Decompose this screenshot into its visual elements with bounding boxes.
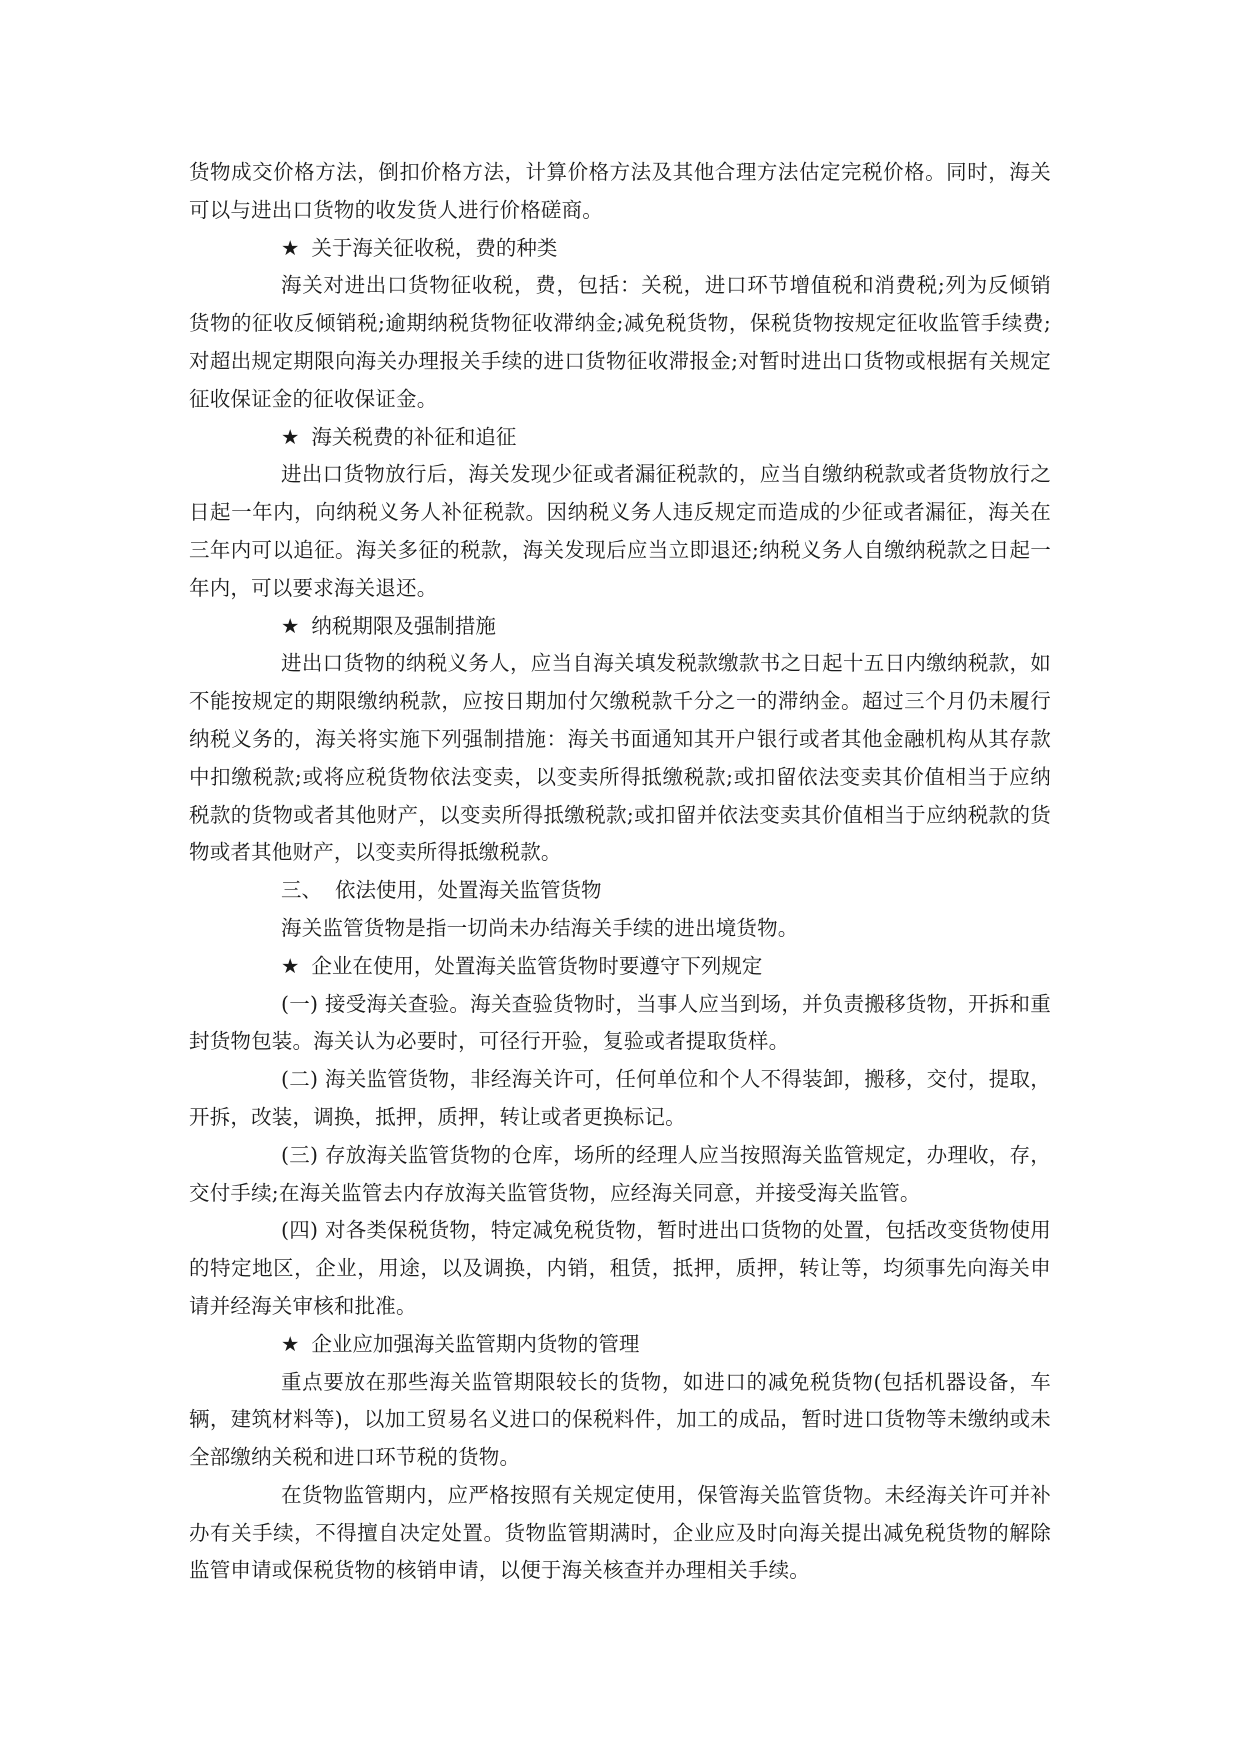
- paragraph: 海关对进出口货物征收税，费，包括：关税，进口环节增值税和消费税;列为反倾销货物的征收反倾销税;逾期纳税货物征收滞纳金;减免税货物，保税货物按规定征收监管手续费;对超出规定期限向海关办理报关手续的进口货物征收滞报金;对暂时进出口货物或根据有关规定征收保证金的征收保证金。: [189, 273, 1051, 411]
- paragraph: 重点要放在那些海关监管期限较长的货物，如进口的减免税货物(包括机器设备，车辆，建筑材料等)，以加工贸易名义进口的保税料件，加工的成品，暂时进口货物等未缴纳或未全部缴纳关税和进口环节税的货物。: [189, 1369, 1051, 1470]
- star-icon: ★: [281, 424, 300, 449]
- section-heading: ★ 企业在使用，处置海关监管货物时要遵守下列规定: [189, 948, 1051, 986]
- paragraph: (四) 对各类保税货物，特定减免税货物，暂时进出口货物的处置，包括改变货物使用的特定地区，企业，用途，以及调换，内销，租赁，抵押，质押，转让等，均须事先向海关申请并经海关审核和批准。: [189, 1218, 1051, 1318]
- star-icon: ★: [281, 235, 300, 260]
- document-body: [189, 154, 1051, 1590]
- star-icon: ★: [281, 953, 300, 978]
- paragraph: 货物成交价格方法，倒扣价格方法，计算价格方法及其他合理方法估定完税价格。同时，海关可以与进出口货物的收发货人进行价格磋商。: [189, 160, 1051, 222]
- paragraph: (二) 海关监管货物，非经海关许可，任何单位和个人不得装卸，搬移，交付，提取，开拆，改装，调换，抵押，质押，转让或者更换标记。: [189, 1067, 1051, 1129]
- section-heading: ★ 海关税费的补征和追征: [189, 419, 1051, 457]
- section-heading: ★ 企业应加强海关监管期内货物的管理: [189, 1326, 1051, 1364]
- star-icon: ★: [281, 1331, 300, 1356]
- section-heading: ★ 关于海关征收税，费的种类: [189, 230, 1051, 268]
- paragraph: 在货物监管期内，应严格按照有关规定使用，保管海关监管货物。未经海关许可并补办有关手续，不得擅自决定处置。货物监管期满时，企业应及时向海关提出减免税货物的解除监管申请或保税货物的核销申请，以便于海关核查并办理相关手续。: [189, 1482, 1051, 1583]
- section-heading: ★ 纳税期限及强制措施: [189, 608, 1051, 646]
- paragraph: 进出口货物放行后，海关发现少征或者漏征税款的，应当自缴纳税款或者货物放行之日起一年内，向纳税义务人补征税款。因纳税义务人违反规定而造成的少征或者漏征，海关在三年内可以追征。海关多征的税款，海关发现后应当立即退还;纳税义务人自缴纳税款之日起一年内，可以要求海关退还。: [189, 462, 1051, 600]
- star-icon: ★: [281, 613, 300, 638]
- paragraph: 进出口货物的纳税义务人，应当自海关填发税款缴款书之日起十五日内缴纳税款，如不能按规定的期限缴纳税款，应按日期加付欠缴税款千分之一的滞纳金。超过三个月仍未履行纳税义务的，海关将实施下列强制措施：海关书面通知其开户银行或者其他金融机构从其存款中扣缴税款;或将应税货物依法变卖，以变卖所得抵缴税款;或扣留依法变卖其价值相当于应纳税款的货物或者其他财产，以变卖所得抵缴税款;或扣留并依法变卖其价值相当于应纳税款的货物或者其他财产，以变卖所得抵缴税款。: [189, 651, 1051, 865]
- paragraph: 海关监管货物是指一切尚未办结海关手续的进出境货物。: [281, 915, 799, 940]
- paragraph: (三) 存放海关监管货物的仓库，场所的经理人应当按照海关监管规定，办理收，存，交付手续;在海关监管去内存放海关监管货物，应经海关同意，并接受海关监管。: [189, 1142, 1051, 1205]
- paragraph: (一) 接受海关查验。海关查验货物时，当事人应当到场，并负责搬移货物，开拆和重封货物包装。海关认为必要时，可径行开验，复验或者提取货样。: [189, 991, 1051, 1054]
- chapter-heading: 三、 依法使用，处置海关监管货物: [281, 878, 602, 903]
